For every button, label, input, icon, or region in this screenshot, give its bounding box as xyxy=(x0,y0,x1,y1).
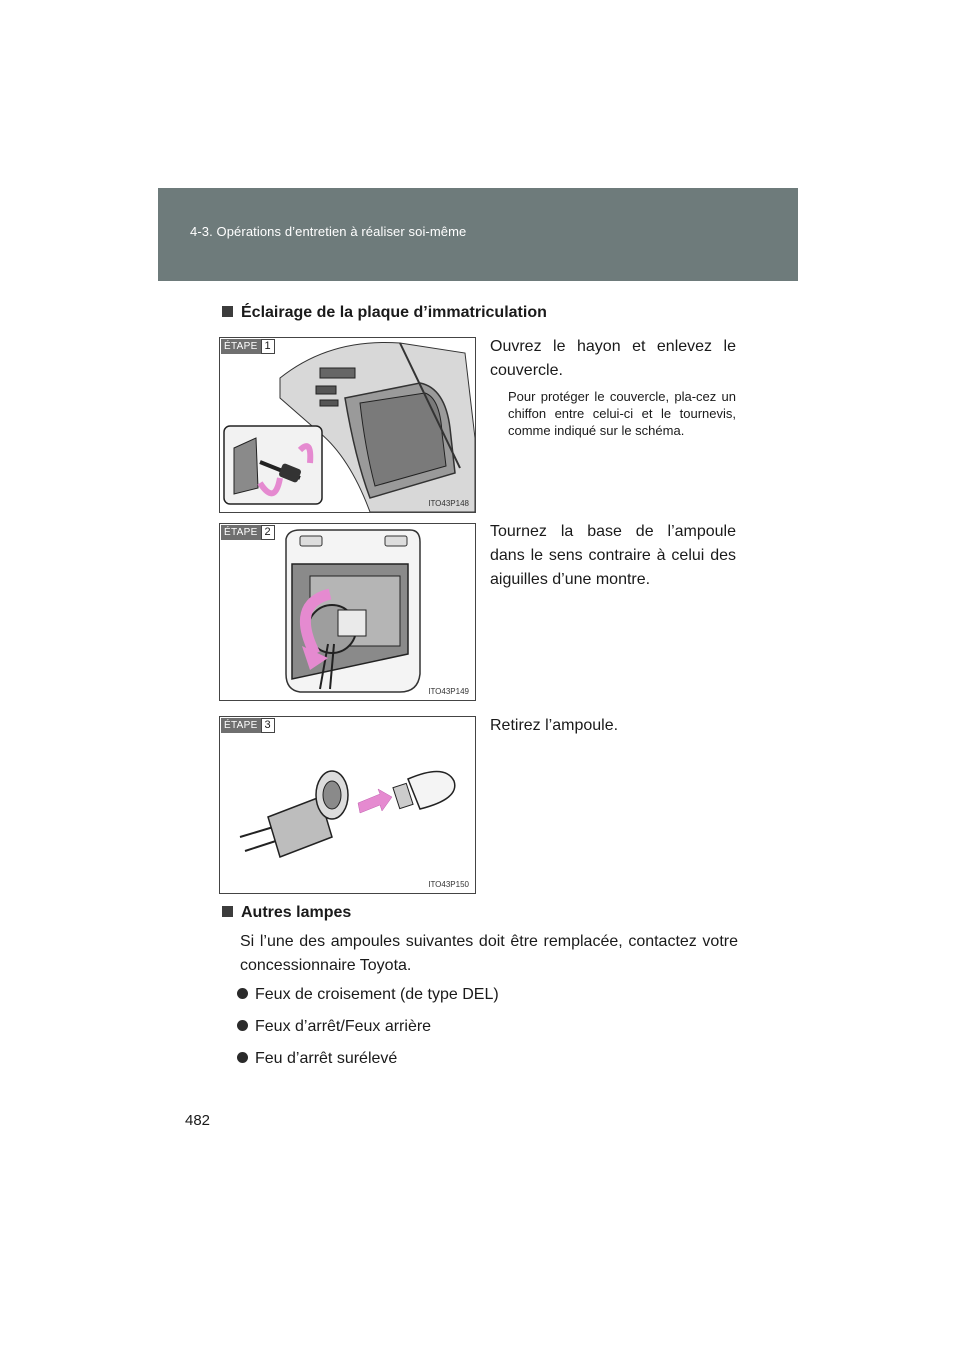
bullet-icon xyxy=(237,1052,248,1063)
bullet-icon xyxy=(237,1020,248,1031)
square-bullet-icon xyxy=(222,906,233,917)
step-2-text: Tournez la base de l’ampoule dans le sens contraire à celui des aiguilles d’une montre. xyxy=(490,523,736,588)
bullet-icon xyxy=(237,988,248,999)
step-label: ÉTAPE xyxy=(221,339,261,354)
tailgate-illustration xyxy=(220,338,475,512)
square-bullet-icon xyxy=(222,306,233,317)
step-1-text: Ouvrez le hayon et enlevez le couvercle. xyxy=(490,338,736,379)
figure-step-2 xyxy=(219,523,476,701)
step-1-note: Pour protéger le couvercle, pla-cez un chiffon entre celui-ci et le tournevis, comme indiqué sur le schéma. xyxy=(508,389,736,438)
section-title-text: Éclairage de la plaque d’immatriculation xyxy=(241,304,547,321)
section-title-text: Autres lampes xyxy=(241,904,352,921)
step-label: ÉTAPE xyxy=(221,718,261,733)
list-item xyxy=(237,986,499,1004)
list-item-text: Feu d’arrêt surélevé xyxy=(255,1050,398,1067)
page-number: 482 xyxy=(185,1112,211,1129)
step-3-text: Retirez l’ampoule. xyxy=(490,717,619,734)
figure-step-3 xyxy=(219,716,476,894)
list-item xyxy=(237,1050,397,1068)
bulb-removal-illustration xyxy=(220,717,475,893)
list-item-text: Feux d’arrêt/Feux arrière xyxy=(255,1018,432,1035)
section-header: 4-3. Opérations d’entretien à réaliser soi-même xyxy=(190,224,467,239)
section-title-other-lamps xyxy=(222,904,351,922)
figure-step-1 xyxy=(219,337,476,513)
list-item xyxy=(237,1018,431,1036)
other-lamps-intro: Si l’une des ampoules suivantes doit être remplacée, contactez votre concessionnaire Toyota. xyxy=(240,933,738,974)
step-label: ÉTAPE xyxy=(221,525,261,540)
figure-code: ITO43P150 xyxy=(428,880,469,889)
step-badge-2 xyxy=(221,525,275,540)
bulb-socket-illustration xyxy=(220,524,475,700)
step-number: 1 xyxy=(261,339,275,354)
step-badge-3 xyxy=(221,718,275,733)
list-item-text: Feux de croisement (de type DEL) xyxy=(255,986,499,1003)
section-title-license-plate xyxy=(222,304,547,322)
figure-code: ITO43P148 xyxy=(428,499,469,508)
step-number: 3 xyxy=(261,718,275,733)
header-band xyxy=(158,188,798,281)
step-number: 2 xyxy=(261,525,275,540)
step-badge-1 xyxy=(221,339,275,354)
figure-code: ITO43P149 xyxy=(428,687,469,696)
